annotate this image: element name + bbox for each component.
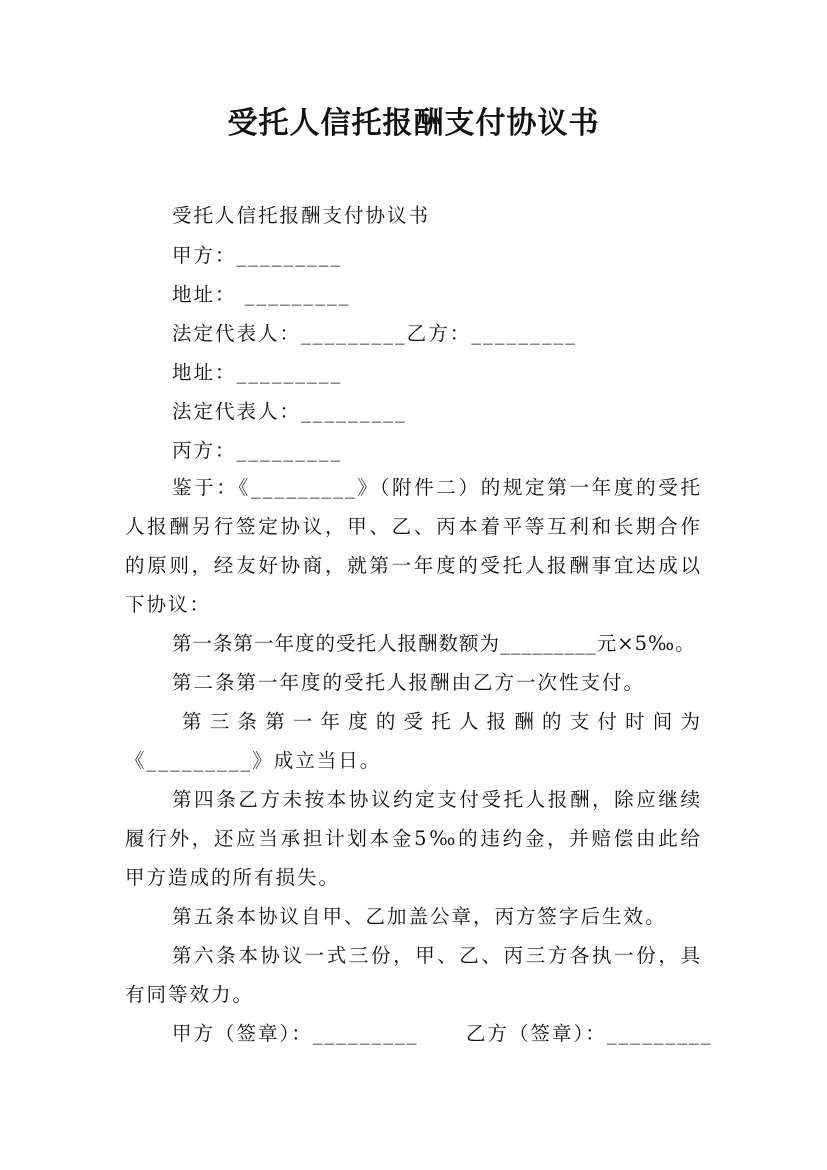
document-title: 受托人信托报酬支付协议书 — [227, 106, 600, 141]
article-3-line: 《_________》成立当日。 — [125, 749, 382, 772]
party-a-line: 甲方：_________ — [172, 244, 343, 267]
article-4-line: 甲方造成的所有损失。 — [125, 866, 341, 889]
legal-rep-party-b-line: 法定代表人：_________乙方：_________ — [172, 322, 578, 345]
article-4-line: 履行外，还应当承担计划本金5‰的违约金，并赔偿由此给 — [125, 827, 702, 850]
article-4-line: 第四条乙方未按本协议约定支付受托人报酬，除应继续 — [172, 788, 702, 811]
document-subtitle: 受托人信托报酬支付协议书 — [172, 204, 431, 227]
address-2-line: 地址：_________ — [172, 361, 343, 384]
article-5: 第五条本协议自甲、乙加盖公章，丙方签字后生效。 — [172, 905, 667, 928]
signature-party-b: 乙方（签章）：_________ — [466, 1022, 713, 1045]
preamble-line: 鉴于：《_________》（附件二）的规定第一年度的受托 — [172, 476, 702, 499]
preamble-line: 的原则，经友好协商，就第一年度的受托人报酬事宜达成以 — [125, 554, 702, 577]
article-6-line: 第六条本协议一式三份，甲、乙、丙三方各执一份，具 — [172, 944, 702, 967]
party-c-line: 丙方：_________ — [172, 439, 343, 462]
preamble-line: 人报酬另行签定协议，甲、乙、丙本着平等互利和长期合作 — [125, 515, 702, 538]
article-2: 第二条第一年度的受托人报酬由乙方一次性支付。 — [172, 671, 646, 694]
preamble-line: 下协议： — [125, 593, 212, 616]
article-1: 第一条第一年度的受托人报酬数额为_________元×5‰。 — [172, 632, 696, 655]
legal-rep-2-line: 法定代表人：_________ — [172, 400, 407, 423]
address-1-line: 地址： _________ — [172, 283, 351, 306]
article-3-line: 第三条第一年度的受托人报酬的支付时间为 — [182, 710, 702, 733]
article-6-line: 有同等效力。 — [125, 983, 255, 1006]
signature-party-a: 甲方（签章）：_________ — [172, 1022, 419, 1045]
